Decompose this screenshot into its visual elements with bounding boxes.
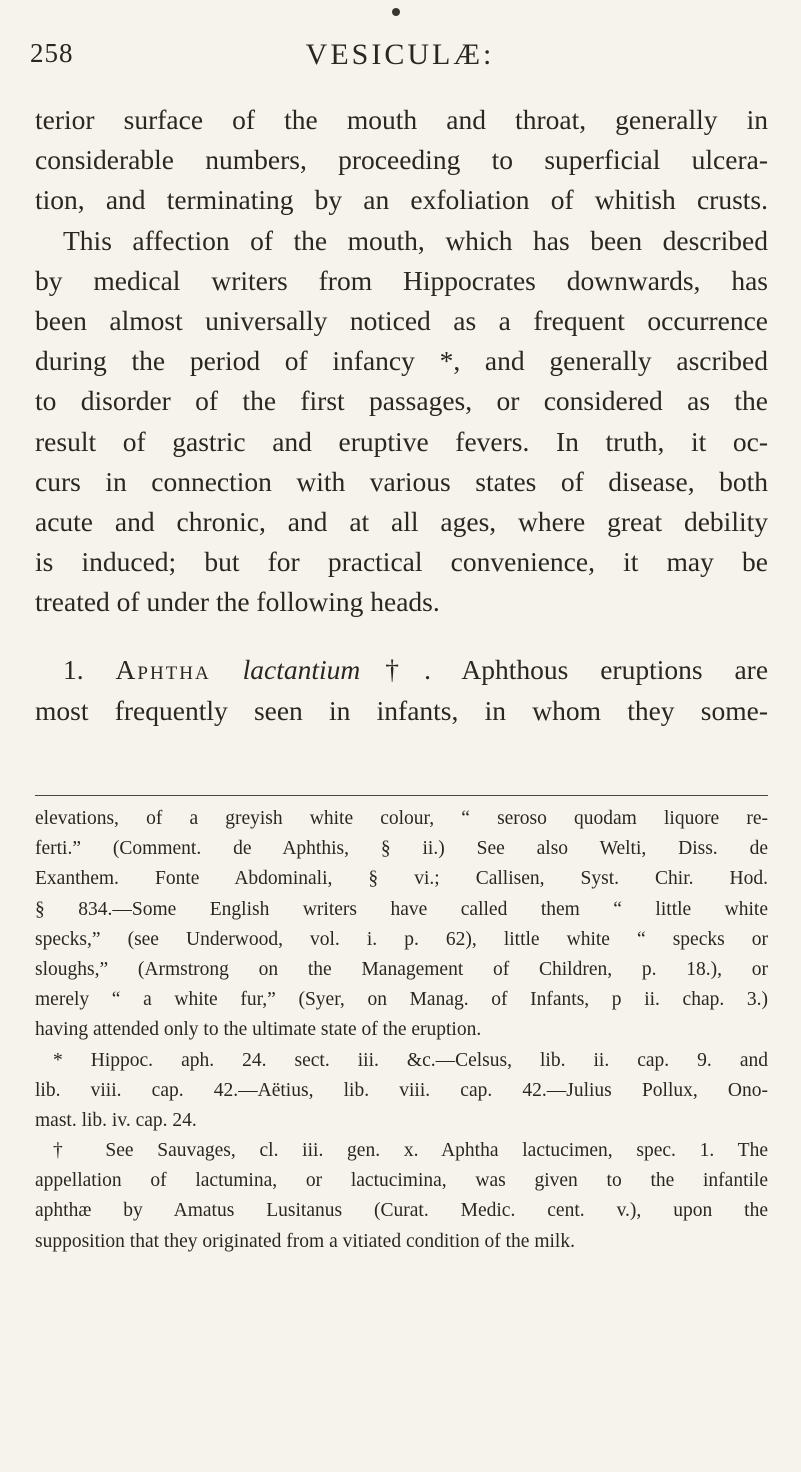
text-line: during the period of infancy *, and generally ascribed: [35, 345, 768, 377]
section-term: Aphtha: [115, 654, 211, 686]
text-line: acute and chronic, and at all ages, where great debility: [35, 505, 768, 537]
footnote-line: lib. viii. cap. 42.—Aëtius, lib. viii. cap. 42.—Julius Pollux, Ono-: [35, 1079, 768, 1101]
page-number: 258: [30, 38, 74, 68]
text-line: to disorder of the first passages, or considered as the: [35, 385, 768, 417]
text-line: result of gastric and eruptive fevers. In truth, it oc-: [35, 425, 768, 457]
footnote-line: ferti.” (Comment. de Aphthis, § ii.) See also Welti, Diss. de: [35, 838, 768, 860]
page-mark: [392, 8, 400, 16]
section-number: 1.: [63, 654, 84, 686]
text-line: terior surface of the mouth and throat, generally in: [35, 104, 768, 135]
page-header: [30, 38, 770, 78]
footnote-line: elevations, of a greyish white colour, “ seroso quodam liquore re-: [35, 808, 768, 829]
footnotes: [35, 804, 768, 1257]
text-line: most frequently seen in infants, in whom they some-: [35, 694, 768, 726]
text-line: treated of under the following heads.: [35, 586, 440, 618]
footnote-line: mast. lib. iv. cap. 24.: [35, 1109, 197, 1131]
text-line: This affection of the mouth, which has been described: [63, 224, 768, 256]
section-heading-line: [35, 650, 768, 690]
footnote-line: supposition that they originated from a vitiated condition of the milk.: [35, 1230, 575, 1252]
running-head: VESICULÆ:: [305, 38, 495, 71]
text-line: tion, and terminating by an exfoliation of whitish crusts.: [35, 184, 768, 216]
text-line: been almost universally noticed as a frequent occurrence: [35, 304, 768, 336]
text-line: is induced; but for practical convenience, it may be: [35, 546, 768, 578]
footnote-line: having attended only to the ultimate state of the eruption.: [35, 1019, 482, 1041]
footnote-line: † See Sauvages, cl. iii. gen. x. Aphtha lactucimen, spec. 1. The: [53, 1140, 768, 1162]
paragraph-gap: [35, 622, 768, 650]
footnote-line: appellation of lactumina, or lactucimina, was given to the infantile: [35, 1170, 768, 1192]
footnote-line: § 834.—Some English writers have called them “ little white: [35, 898, 768, 920]
footnote-line: Exanthem. Fonte Abdominali, § vi.; Callisen, Syst. Chir. Hod.: [35, 868, 768, 890]
text-line: by medical writers from Hippocrates downwards, has: [35, 264, 768, 296]
section-text: Aphthous eruptions are: [461, 654, 769, 686]
footnote-line: sloughs,” (Armstrong on the Management of Children, p. 18.), or: [35, 958, 768, 980]
footnote-mark: †.: [360, 654, 431, 686]
section-term-italic: lactantium: [242, 654, 361, 686]
footnote-line: merely “ a white fur,” (Syer, on Manag. of Infants, p ii. chap. 3.): [35, 989, 768, 1011]
footnote-rule: [35, 795, 768, 796]
text-line: considerable numbers, proceeding to superficial ulcera-: [35, 144, 768, 176]
main-text: [35, 100, 768, 731]
text-line: curs in connection with various states of disease, both: [35, 465, 768, 497]
footnote-line: aphthæ by Amatus Lusitanus (Curat. Medic. cent. v.), upon the: [35, 1200, 768, 1222]
footnote-line: * Hippoc. aph. 24. sect. iii. &c.—Celsus, lib. ii. cap. 9. and: [53, 1049, 768, 1071]
footnote-line: specks,” (see Underwood, vol. i. p. 62), little white “ specks or: [35, 928, 768, 950]
